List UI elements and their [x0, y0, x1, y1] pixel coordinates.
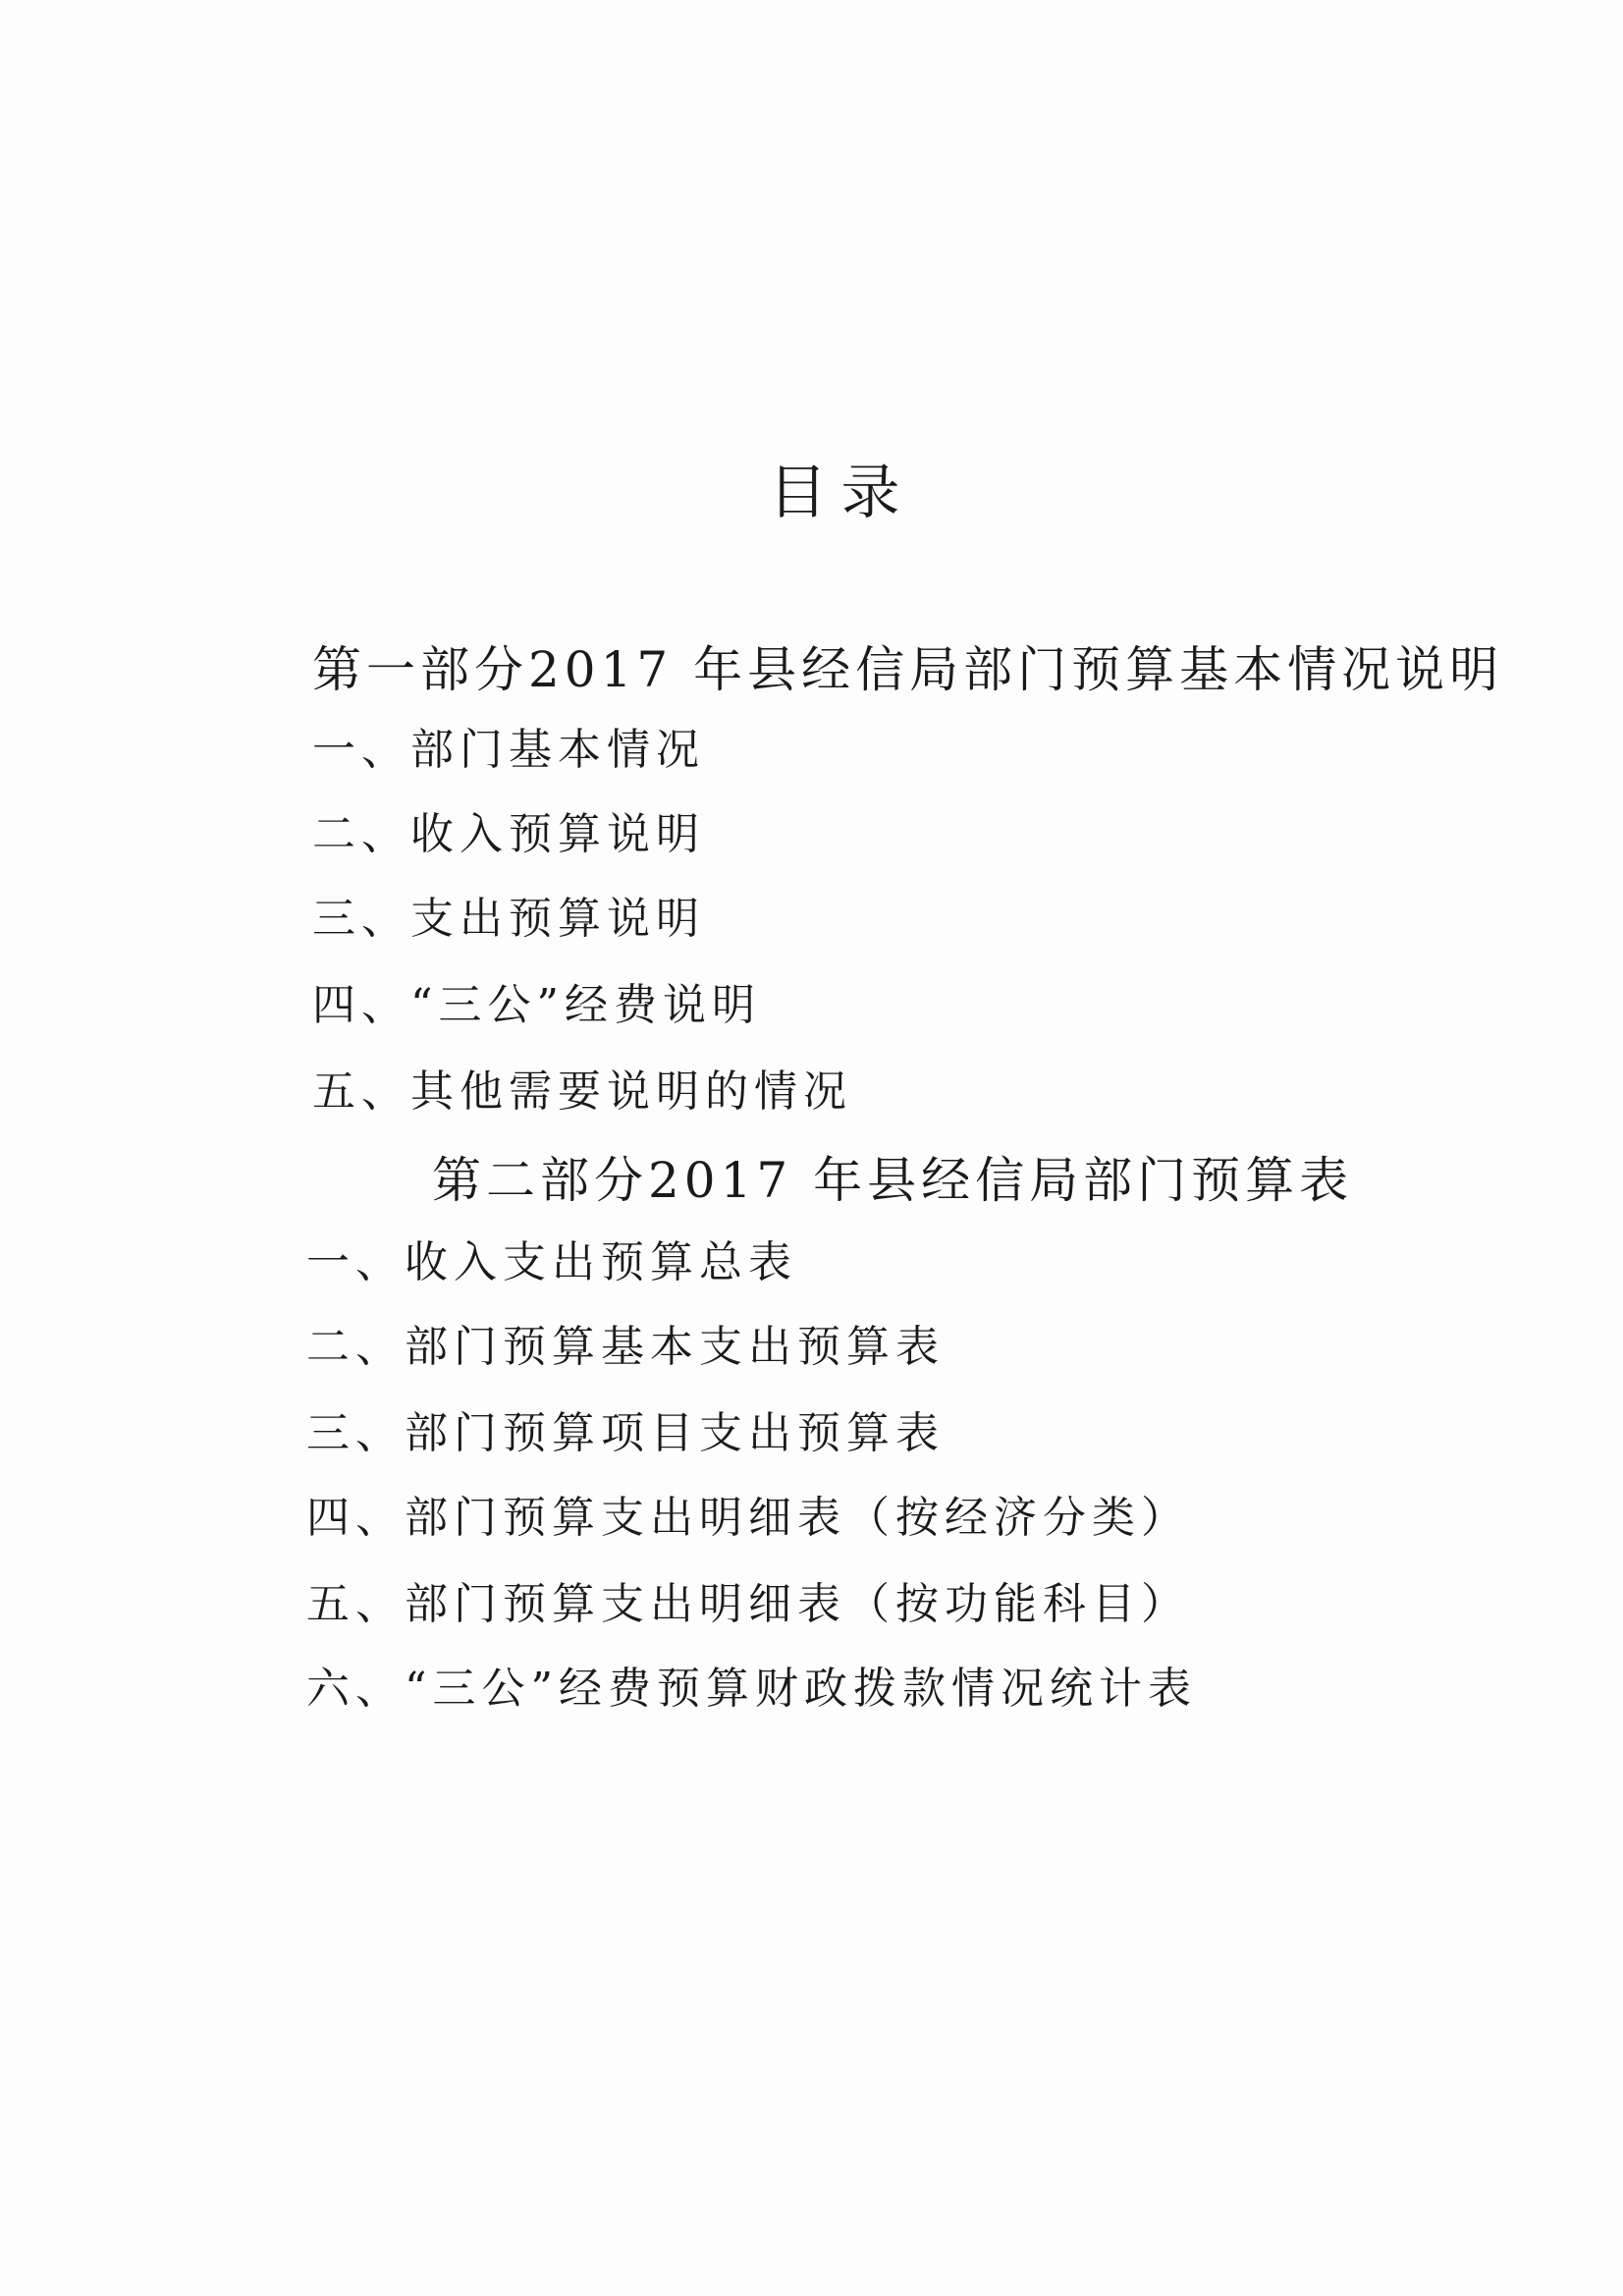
- part2-item-2: 二、部门预算基本支出预算表: [306, 1322, 945, 1372]
- part1-item-4: 四、“三公”经费说明: [312, 980, 761, 1030]
- part2-item-4: 四、部门预算支出明细表（按经济分类）: [306, 1493, 1190, 1543]
- part2-heading: 第二部分2017 年县经信局部门预算表: [432, 1152, 1354, 1209]
- part2-item-6: 六、“三公”经费预算财政拨款情况统计表: [306, 1664, 1197, 1714]
- part2-item-3: 三、部门预算项目支出预算表: [306, 1408, 945, 1458]
- part2-item-1: 一、收入支出预算总表: [306, 1237, 797, 1287]
- part1-item-1: 一、部门基本情况: [312, 725, 705, 775]
- part2-item-5: 五、部门预算支出明细表（按功能科目）: [306, 1579, 1190, 1629]
- part1-heading: 第一部分2017 年县经信局部门预算基本情况说明: [312, 641, 1504, 698]
- part1-item-5: 五、其他需要说明的情况: [312, 1066, 852, 1117]
- part1-item-3: 三、支出预算说明: [312, 894, 705, 944]
- page-title: 目录: [768, 459, 914, 527]
- part1-item-2: 二、收入预算说明: [312, 809, 705, 859]
